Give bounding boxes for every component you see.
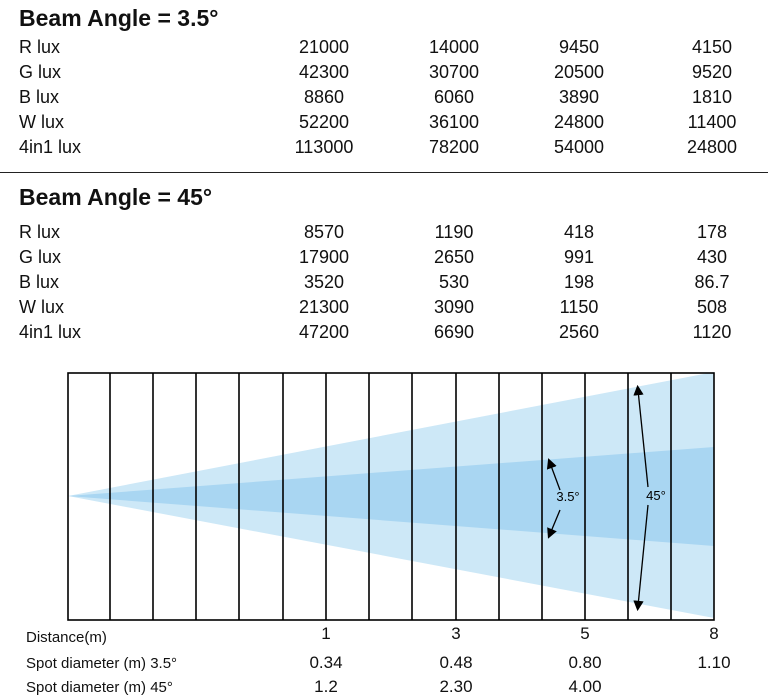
- table-cell: 1150: [559, 297, 599, 317]
- row-label: B lux: [19, 87, 60, 107]
- distance-value: 8: [709, 624, 719, 643]
- table-cell: 3520: [303, 272, 345, 292]
- spot-diameter-value: 0.34: [309, 653, 343, 672]
- table-cell: 42300: [298, 62, 350, 82]
- table-cell: 20500: [553, 62, 605, 82]
- row-label: W lux: [19, 297, 64, 317]
- table-cell: 1120: [692, 322, 732, 342]
- spot-diameter-value: 1.10: [697, 653, 731, 672]
- table-cell: 3090: [433, 297, 475, 317]
- table-cell: 6690: [433, 322, 475, 342]
- spot-diameter-value: 0.80: [568, 653, 602, 672]
- table-cell: 991: [563, 247, 595, 267]
- table-cell: 24800: [686, 137, 738, 157]
- beam-angle-title-wide: Beam Angle = 45°: [19, 184, 213, 210]
- spot-diameter-label-wide: Spot diameter (m) 45°: [26, 679, 173, 696]
- distance-value: 1: [321, 624, 331, 643]
- spot-diameter-value: 2.30: [439, 677, 473, 696]
- table-cell: 36100: [428, 112, 480, 132]
- table-cell: 54000: [553, 137, 605, 157]
- table-cell: 8570: [303, 222, 345, 242]
- table-cell: 8860: [303, 87, 345, 107]
- table-cell: 21300: [298, 297, 350, 317]
- spot-diameter-label-narrow: Spot diameter (m) 3.5°: [26, 655, 178, 672]
- table-cell: 52200: [298, 112, 350, 132]
- distance-value: 5: [580, 624, 590, 643]
- row-label: R lux: [19, 37, 61, 57]
- table-cell: 1190: [434, 222, 474, 242]
- table-cell: 24800: [553, 112, 605, 132]
- table-cell: 86.7: [694, 272, 730, 292]
- table-cell: 530: [438, 272, 470, 292]
- table-cell: 178: [696, 222, 728, 242]
- row-label: 4in1 lux: [19, 322, 82, 342]
- table-cell: 113000: [294, 137, 354, 157]
- row-label: B lux: [19, 272, 60, 292]
- table-cell: 17900: [298, 247, 350, 267]
- distance-value: 3: [451, 624, 461, 643]
- table-cell: 430: [696, 247, 728, 267]
- table-cell: 6060: [433, 87, 475, 107]
- table-cell: 198: [563, 272, 595, 292]
- row-label: R lux: [19, 222, 61, 242]
- table-cell: 9520: [691, 62, 733, 82]
- table-cell: 508: [696, 297, 728, 317]
- table-cell: 21000: [298, 37, 350, 57]
- table-cell: 9450: [558, 37, 600, 57]
- row-label: W lux: [19, 112, 64, 132]
- table-cell: 2650: [433, 247, 475, 267]
- row-label: G lux: [19, 247, 62, 267]
- table-cell: 418: [563, 222, 595, 242]
- table-cell: 11400: [687, 112, 737, 132]
- table-cell: 30700: [428, 62, 480, 82]
- distance-label: Distance(m): [26, 629, 107, 646]
- beam-angle-title-narrow: Beam Angle = 3.5°: [19, 5, 219, 31]
- row-label: 4in1 lux: [19, 137, 82, 157]
- spot-diameter-value: 0.48: [439, 653, 473, 672]
- spot-diameter-value: 4.00: [568, 677, 602, 696]
- narrow-angle-label: 3.5°: [556, 489, 580, 504]
- table-cell: 4150: [691, 37, 733, 57]
- table-cell: 3890: [558, 87, 600, 107]
- table-cell: 78200: [428, 137, 480, 157]
- table-cell: 1810: [691, 87, 733, 107]
- table-cell: 2560: [558, 322, 600, 342]
- row-label: G lux: [19, 62, 62, 82]
- table-cell: 47200: [298, 322, 350, 342]
- table-cell: 14000: [428, 37, 480, 57]
- spot-diameter-value: 1.2: [314, 677, 338, 696]
- beam-angle-diagram: [0, 360, 768, 625]
- section-divider: [0, 172, 768, 173]
- wide-angle-label: 45°: [646, 488, 666, 503]
